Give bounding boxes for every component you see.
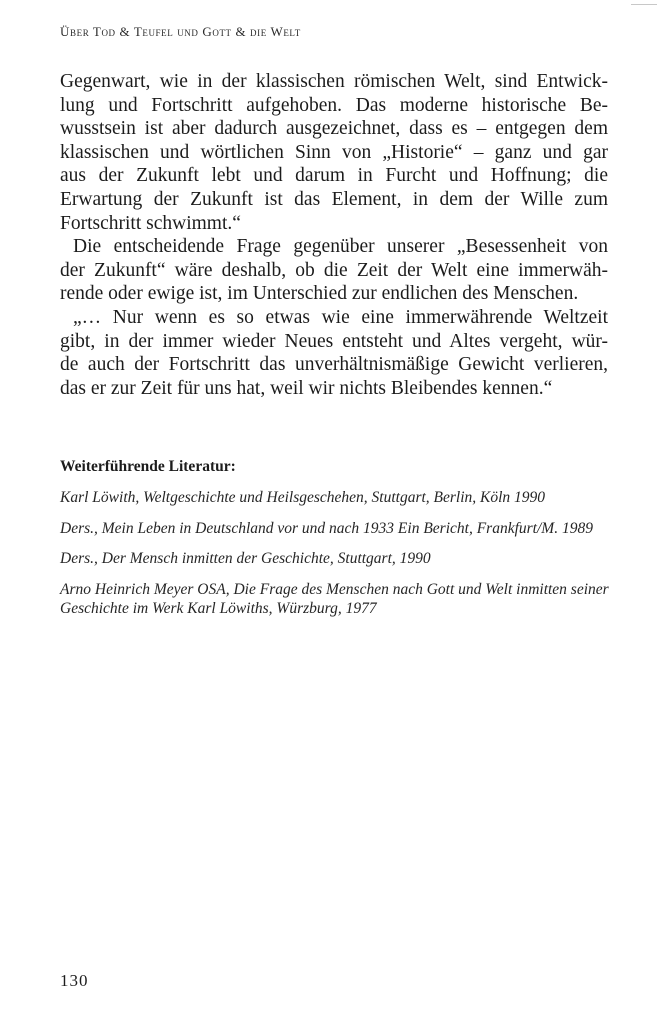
text-line: „… Nur wenn es so etwas wie eine immerwährende Weltzeit	[73, 306, 608, 328]
text-line: rende oder ewige ist, im Unterschied zur endlichen des Menschen.	[60, 283, 579, 305]
text-line: gibt, in der immer wieder Neues entsteht und Altes vergeht, wür-	[60, 330, 608, 352]
paragraph-1	[60, 70, 608, 235]
text-line: das er zur Zeit für uns hat, weil wir nichts Bleibendes kennen.“	[60, 377, 553, 399]
running-head: Über Tod & Teufel und Gott & die Welt	[60, 24, 301, 39]
paragraph-2	[60, 235, 608, 306]
text-line: aus der Zukunft lebt und darum in Furcht und Hoffnung; die	[60, 165, 608, 187]
text-line: wusstsein ist aber dadurch ausgezeichnet, dass es – entgegen dem	[60, 118, 608, 140]
bibliography-entry: Ders., Mein Leben in Deutschland vor und nach 1933 Ein Bericht, Frankfurt/M. 1989	[60, 519, 593, 537]
page-number: 130	[60, 971, 89, 990]
body-text	[60, 70, 608, 400]
text-line: der Zukunft“ wäre deshalb, ob die Zeit der Welt eine immerwäh-	[60, 259, 608, 281]
text-line: de auch der Fortschritt das unverhältnismäßige Gewicht verlieren,	[60, 354, 608, 376]
bibliography-entry: Karl Löwith, Weltgeschichte und Heilsgeschehen, Stuttgart, Berlin, Köln 1990	[60, 489, 546, 506]
further-reading-section	[60, 458, 620, 630]
scan-edge-mark	[631, 4, 657, 5]
bibliography-entry: Ders., Der Mensch inmitten der Geschichte, Stuttgart, 1990	[60, 550, 431, 567]
text-line: Fortschritt schwimmt.“	[60, 212, 241, 234]
paragraph-3	[60, 306, 608, 400]
text-line: klassischen und wörtlichen Sinn von „Historie“ – ganz und gar	[60, 141, 608, 163]
text-line: lung und Fortschritt aufgehoben. Das moderne historische Be-	[60, 94, 608, 116]
text-line: Die entscheidende Frage gegenüber unserer „Besessenheit von	[73, 236, 608, 258]
text-line: Erwartung der Zukunft ist das Element, in dem der Wille zum	[60, 188, 608, 210]
further-reading-heading: Weiterführende Literatur:	[60, 458, 236, 475]
bibliography-entry: Arno Heinrich Meyer OSA, Die Frage des Menschen nach Gott und Welt inmitten seiner Geschichte im Werk Karl Löwiths, Würzburg, 1977	[60, 580, 609, 617]
text-line: Gegenwart, wie in der klassischen römischen Welt, sind Entwick-	[60, 71, 608, 92]
